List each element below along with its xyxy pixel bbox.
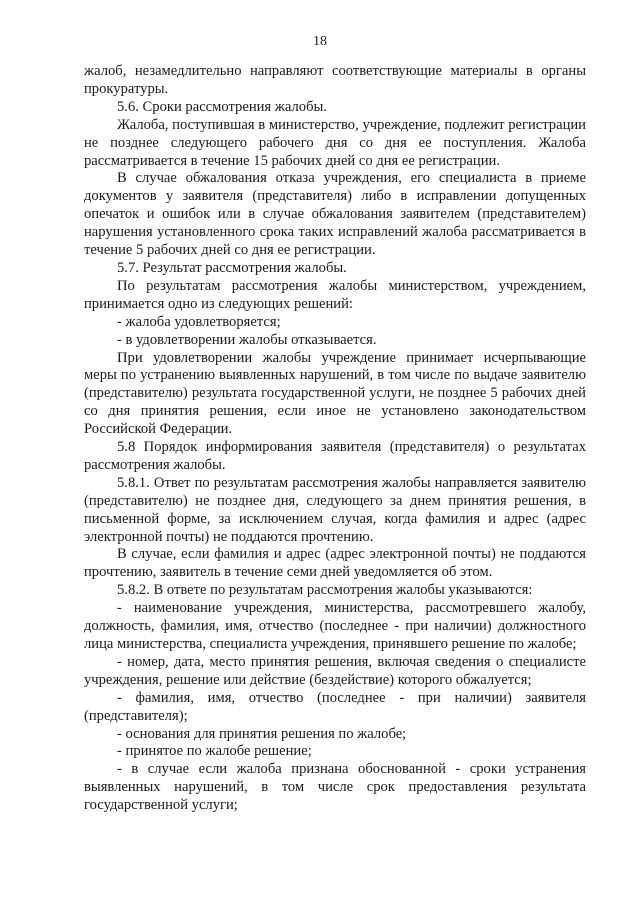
paragraph: При удовлетворении жалобы учреждение принимает исчерпывающие меры по устранению выявленных нарушений, в том числе по выдаче заявителю (представителю) результата государственной услуги, не позднее 5 рабочих дней со дня принятия решения, если иное не установлено законодательством Российской Федерации. — [84, 349, 586, 438]
list-item: - основания для принятия решения по жалобе; — [117, 725, 407, 742]
paragraph: жалоб, незамедлительно направляют соответствующие материалы в органы прокуратуры. — [84, 63, 586, 97]
list-item: - наименование учреждения, министерства, рассмотревшего жалобу, должность, фамилия, имя, отчество (последнее - при наличии) должностного лица министерства, специалиста учреждения, принявшего решение по жалобе; — [84, 600, 586, 652]
list-item: - в случае если жалоба признана обоснованной - сроки устранения выявленных нарушений, в том числе срок предоставления результата государственной услуги; — [84, 761, 586, 814]
paragraph: В случае, если фамилия и адрес (адрес электронной почты) не поддаются прочтению, заявитель в течение семи дней уведомляется об этом. — [84, 546, 586, 581]
document-body — [84, 63, 586, 815]
list-item: - фамилия, имя, отчество (последнее - при наличии) заявителя (представителя); — [84, 689, 586, 724]
section-heading: 5.6. Сроки рассмотрения жалобы. — [117, 98, 327, 115]
list-item: - в удовлетворении жалобы отказывается. — [117, 331, 377, 348]
paragraph: Жалоба, поступившая в министерство, учреждение, подлежит регистрации не позднее следующего рабочего дня со дня ее поступления. Жалоба рассматривается в течение 15 рабочих дней со дня ее регистрации. — [84, 116, 586, 169]
list-item: - принятое по жалобе решение; — [117, 743, 312, 760]
list-item: - номер, дата, место принятия решения, включая сведения о специалисте учреждения, решение или действие (бездействие) которого обжалуется; — [84, 653, 586, 688]
list-item: - жалоба удовлетворяется; — [117, 313, 281, 330]
page-number: 18 — [313, 34, 327, 49]
paragraph: 5.8.1. Ответ по результатам рассмотрения жалобы направляется заявителю (представителю) не позднее дня, следующего за днем принятия решения, в письменной форме, за исключением случая, когда фамилия и адрес (адрес электронной почты) не поддаются прочтению. — [84, 474, 586, 545]
paragraph: 5.8.2. В ответе по результатам рассмотрения жалобы указываются: — [117, 582, 533, 599]
section-heading: 5.8 Порядок информирования заявителя (представителя) о результатах рассмотрения жалобы. — [84, 439, 586, 473]
paragraph: По результатам рассмотрения жалобы министерством, учреждением, принимается одно из следующих решений: — [84, 277, 586, 312]
paragraph: В случае обжалования отказа учреждения, его специалиста в приеме документов у заявителя (представителя) либо в исправлении допущенных опечаток и ошибок или в случае обжалования заявителем (представителем) нарушения установленного срока таких исправлений жалоба рассматривается в течение 5 рабочих дней со дня ее регистрации. — [84, 170, 586, 259]
section-heading: 5.7. Результат рассмотрения жалобы. — [117, 259, 347, 276]
